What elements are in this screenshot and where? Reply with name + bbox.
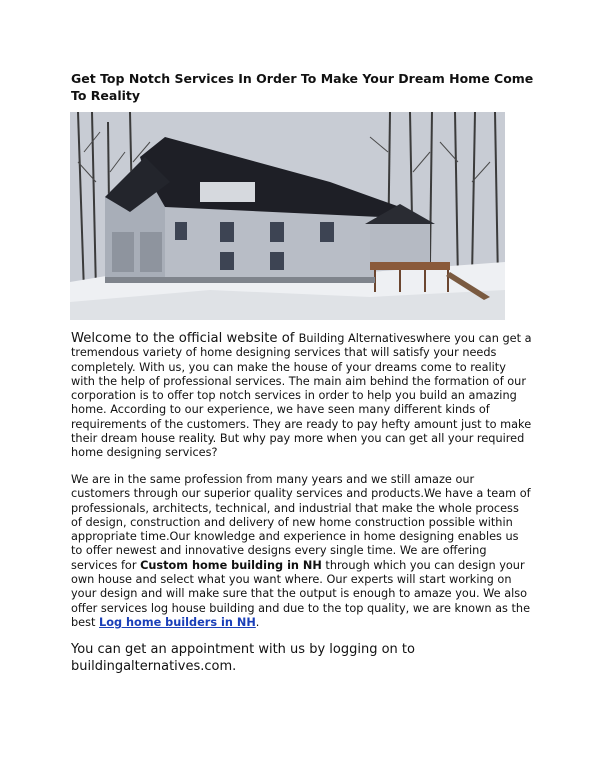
- appointment-paragraph: You can get an appointment with us by logging on to buildingalternatives.com.: [71, 642, 415, 674]
- intro-paragraph: [71, 332, 533, 461]
- house-illustration: [70, 112, 505, 320]
- page-title: Get Top Notch Services In Order To Make Your Dream Home Come To Reality: [71, 71, 534, 103]
- house-photo: [70, 112, 505, 320]
- intro-lead: Welcome to the official website of: [71, 331, 299, 346]
- intro-body: where you can get a tremendous variety of home designing services that will satisfy your needs completely. With us, you can make the house of your dreams come to reality with the help of professional services. The main aim behind the formation of our corporation is to offer top notch services in order to help you build an amazing home. According to our experience, we have seen many different kinds of requirements of the customers. They are ready to pay hefty amount just to make their dream house reality. But why pay more when you can get all your required home designing services?: [71, 332, 532, 460]
- services-text-2: through which you can design your own house and select what you want where. Our experts will start working on your design and will make sure that the output is enough to amaze you. We also offer services log house building and due to the top quality, we are known as the best: [71, 558, 531, 629]
- services-paragraph: [71, 473, 533, 630]
- services-text-3: .: [255, 615, 260, 629]
- brand-name: Building Alternatives: [298, 332, 416, 345]
- log-home-builders-link[interactable]: Log home builders in NH: [99, 615, 256, 629]
- services-text-1: We are in the same profession from many years and we still amaze our customers through our superior quality services and products.We have a team of professionals, architects, technical, and industrial that make the whole process of design, construction and delivery of new home construction possible within appropriate time.Our knowledge and experience in home designing enables us to offer newest and innovative designs every single time. We are offering services for: [71, 473, 531, 572]
- custom-home-building-highlight: Custom home building in NH: [140, 558, 322, 572]
